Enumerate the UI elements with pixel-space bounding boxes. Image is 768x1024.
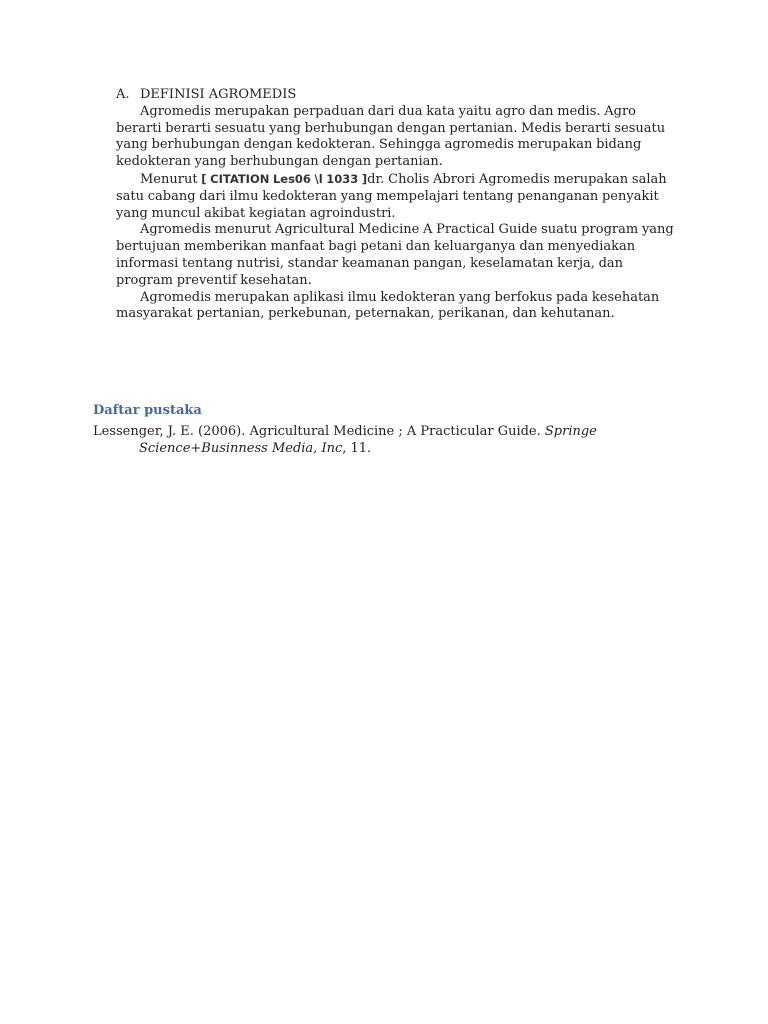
section-definisi-agromedis: [116, 87, 676, 323]
paragraph-2: [116, 171, 676, 222]
bibliography-heading: Daftar pustaka: [93, 403, 202, 418]
paragraph-2-rest: dr. Cholis Abrori Agromedis merupakan salah satu cabang dari ilmu kedokteran yang mempelajari tentang penanganan penyakit yang muncul akibat kegiatan agroindustri.: [116, 171, 667, 221]
citation-field-code: [ CITATION Les06 \l 1033 ]: [201, 171, 368, 186]
bibliography-entry-plain: Lessenger, J. E. (2006). Agricultural Medicine ; A Practicular Guide.: [93, 424, 545, 439]
section-heading: [116, 87, 676, 104]
bibliography-entry-tail: , 11.: [342, 441, 372, 456]
bibliography-entry: [93, 423, 659, 457]
section-title: DEFINISI AGROMEDIS: [140, 87, 297, 102]
paragraph-4: Agromedis merupakan aplikasi ilmu kedokteran yang berfokus pada kesehatan masyarakat pertanian, perkebunan, peternakan, perikanan, dan kehutanan.: [116, 289, 660, 322]
paragraph-2-prefix: Menurut: [140, 171, 202, 187]
bibliography-entry-publisher: Springe Science+Businness Media, Inc: [139, 424, 597, 456]
section-letter: A.: [116, 87, 130, 102]
paragraph-3: Agromedis menurut Agricultural Medicine A Practical Guide suatu program yang bertujuan memberikan manfaat bagi petani dan keluarganya dan menyediakan informasi tentang nutrisi, standar keamanan pangan, keselamatan kerja, dan program preventif kesehatan.: [116, 222, 674, 288]
paragraph-1: Agromedis merupakan perpaduan dari dua kata yaitu agro dan medis. Agro berarti berarti sesuatu yang berhubungan dengan pertanian. Medis berarti sesuatu yang berhubungan dengan kedokteran. Sehingga agromedis merupakan bidang kedokteran yang berhubungan dengan pertanian.: [116, 103, 666, 170]
